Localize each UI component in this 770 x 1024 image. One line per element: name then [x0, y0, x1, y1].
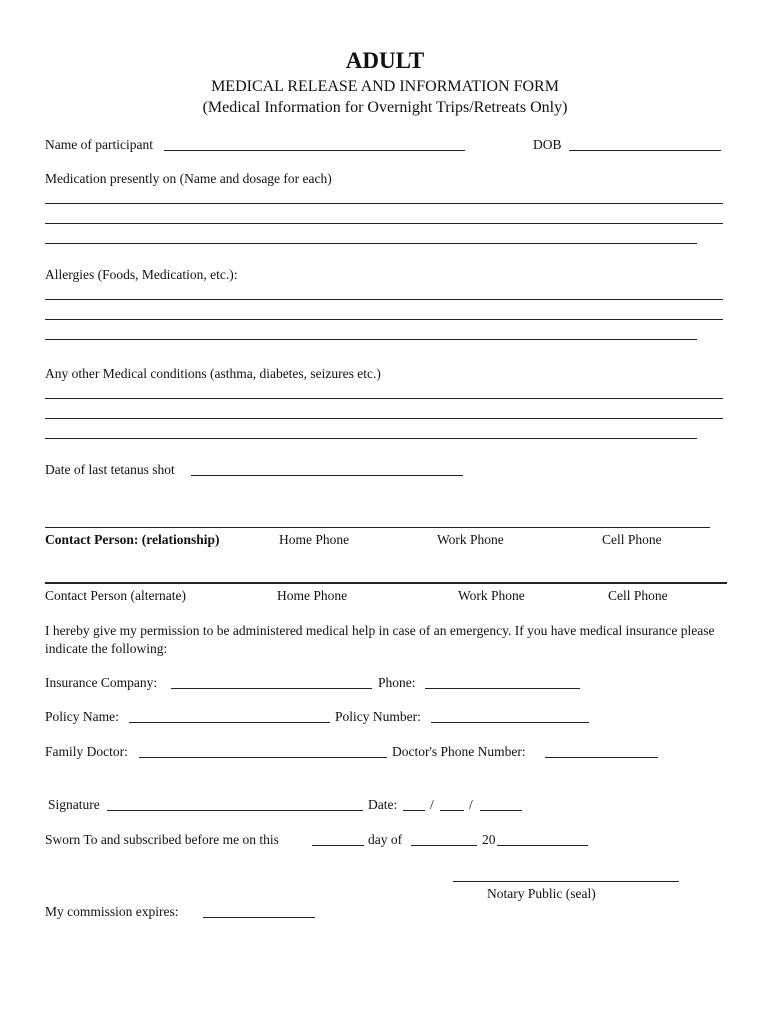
insurance-company-field[interactable]	[171, 688, 372, 689]
policy-name-field[interactable]	[129, 722, 330, 723]
family-doctor-field[interactable]	[139, 757, 387, 758]
tetanus-label: Date of last tetanus shot	[45, 462, 175, 477]
primary-home-phone-label: Home Phone	[279, 532, 350, 547]
policy-number-label: Policy Number:	[335, 709, 421, 724]
notary-label: Notary Public (seal)	[487, 886, 596, 901]
family-doctor-label: Family Doctor:	[45, 744, 128, 759]
dob-label: DOB	[533, 137, 562, 152]
date-month-field[interactable]	[403, 810, 425, 811]
primary-contact-field[interactable]	[45, 527, 710, 528]
sworn-day-field[interactable]	[312, 845, 364, 846]
date-label: Date:	[368, 797, 398, 812]
insurance-phone-field[interactable]	[425, 688, 580, 689]
policy-name-label: Policy Name:	[45, 709, 119, 724]
alternate-contact-field[interactable]	[45, 582, 727, 584]
date-day-field[interactable]	[440, 810, 464, 811]
participant-label: Name of participant	[45, 137, 153, 152]
date-separator: /	[430, 797, 434, 812]
notary-signature-field[interactable]	[453, 881, 679, 882]
insurance-company-label: Insurance Company:	[45, 675, 158, 690]
policy-number-field[interactable]	[431, 722, 589, 723]
tetanus-field[interactable]	[191, 475, 463, 476]
doctor-phone-field[interactable]	[545, 757, 658, 758]
medication-field-line-2[interactable]	[45, 223, 723, 224]
consent-text: I hereby give my permission to be administered medical help in case of an emergency. If you have medical insurance please indicate the following:	[45, 623, 715, 656]
conditions-field-line-3[interactable]	[45, 438, 697, 439]
form-title: ADULT	[345, 48, 425, 73]
medication-label: Medication presently on (Name and dosage for each)	[45, 171, 332, 186]
date-separator: /	[469, 797, 473, 812]
commission-field[interactable]	[203, 917, 315, 918]
signature-label: Signature	[48, 797, 100, 812]
conditions-field-line-1[interactable]	[45, 398, 723, 399]
primary-contact-label: Contact Person: (relationship)	[45, 532, 220, 547]
commission-label: My commission expires:	[45, 904, 179, 919]
doctor-phone-label: Doctor's Phone Number:	[392, 744, 526, 759]
alternate-cell-phone-label: Cell Phone	[608, 588, 668, 603]
date-year-field[interactable]	[480, 810, 522, 811]
alternate-work-phone-label: Work Phone	[458, 588, 525, 603]
allergies-field-line-1[interactable]	[45, 299, 723, 300]
medication-field-line-1[interactable]	[45, 203, 723, 204]
dob-field[interactable]	[569, 150, 721, 151]
sworn-label: Sworn To and subscribed before me on this	[45, 832, 279, 847]
alternate-home-phone-label: Home Phone	[277, 588, 348, 603]
conditions-label: Any other Medical conditions (asthma, diabetes, seizures etc.)	[45, 366, 381, 381]
year-prefix-label: 20	[482, 832, 496, 847]
form-subtitle: MEDICAL RELEASE AND INFORMATION FORM	[211, 78, 559, 95]
alternate-contact-label: Contact Person (alternate)	[45, 588, 186, 603]
signature-field[interactable]	[107, 810, 363, 811]
conditions-field-line-2[interactable]	[45, 418, 723, 419]
allergies-field-line-2[interactable]	[45, 319, 723, 320]
primary-work-phone-label: Work Phone	[437, 532, 504, 547]
allergies-label: Allergies (Foods, Medication, etc.):	[45, 267, 238, 282]
sworn-month-field[interactable]	[411, 845, 477, 846]
allergies-field-line-3[interactable]	[45, 339, 697, 340]
day-of-label: day of	[368, 832, 403, 847]
insurance-phone-label: Phone:	[378, 675, 416, 690]
sworn-year-field[interactable]	[497, 845, 588, 846]
form-subtitle-note: (Medical Information for Overnight Trips/Retreats Only)	[202, 99, 568, 116]
primary-cell-phone-label: Cell Phone	[602, 532, 662, 547]
participant-field[interactable]	[164, 150, 465, 151]
medication-field-line-3[interactable]	[45, 243, 697, 244]
